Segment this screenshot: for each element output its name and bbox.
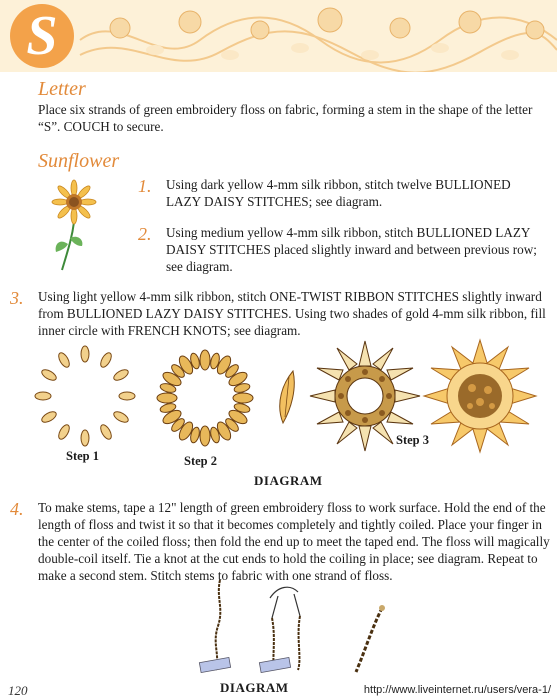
- diagram-2-title: DIAGRAM: [220, 680, 289, 695]
- letter-heading: Letter: [38, 78, 86, 100]
- page-number: 120: [8, 683, 28, 698]
- step-3-number: 3.: [10, 288, 24, 308]
- stitch-diagram-1: [20, 338, 550, 458]
- letter-paragraph: Place six strands of green embroidery floss on fabric, forming a stem in the shape of the letter “S”. COUCH to secure.: [38, 102, 533, 134]
- diagram-1-title: DIAGRAM: [254, 473, 323, 488]
- step-1-number: 1.: [138, 176, 152, 196]
- diagram-label-step-2: Step 2: [184, 454, 217, 468]
- step-4-text: To make stems, tape a 12" length of green embroidery floss to work surface. Hold the end of the length of floss and twist it so that it becomes completely and tightly coiled. Place your finger in the center of the coiled floss; then fold the end up to meet the taped end. The floss will magically double-coil itself. Tie a knot at the cut ends to hold the coiling in place; see diagram. Repeat to make a second stem. Stitch stems to fabric with one strand of floss.: [38, 500, 550, 583]
- initial-letter-badge: S: [10, 4, 74, 68]
- step-4-number: 4.: [10, 499, 24, 519]
- step-1-text: Using dark yellow 4-mm silk ribbon, stitch twelve BULLIONED LAZY DAISY STITCHES; see diagram.: [166, 177, 511, 209]
- step-2-number: 2.: [138, 224, 152, 244]
- step-2-text: Using medium yellow 4-mm silk ribbon, stitch BULLIONED LAZY DAISY STITCHES placed slightly inward and between previous row; see diagram.: [166, 225, 537, 274]
- source-url-watermark[interactable]: http://www.liveinternet.ru/users/vera-1/: [363, 684, 551, 696]
- diagram-label-step-3: Step 3: [396, 433, 429, 447]
- step-3-text: Using light yellow 4-mm silk ribbon, stitch ONE-TWIST RIBBON STITCHES slightly inward from BULLIONED LAZY DAISY STITCHES. Using two shades of gold 4-mm silk ribbon, fill inner circle with FRENCH KNOTS; see diagram.: [38, 289, 546, 338]
- sunflower-heading: Sunflower: [38, 150, 120, 172]
- sunflower-illustration: [42, 178, 112, 278]
- header-banner: [0, 0, 557, 72]
- floral-border-decoration: [0, 0, 557, 72]
- stem-diagram: [160, 578, 420, 678]
- diagram-label-step-1: Step 1: [66, 449, 99, 463]
